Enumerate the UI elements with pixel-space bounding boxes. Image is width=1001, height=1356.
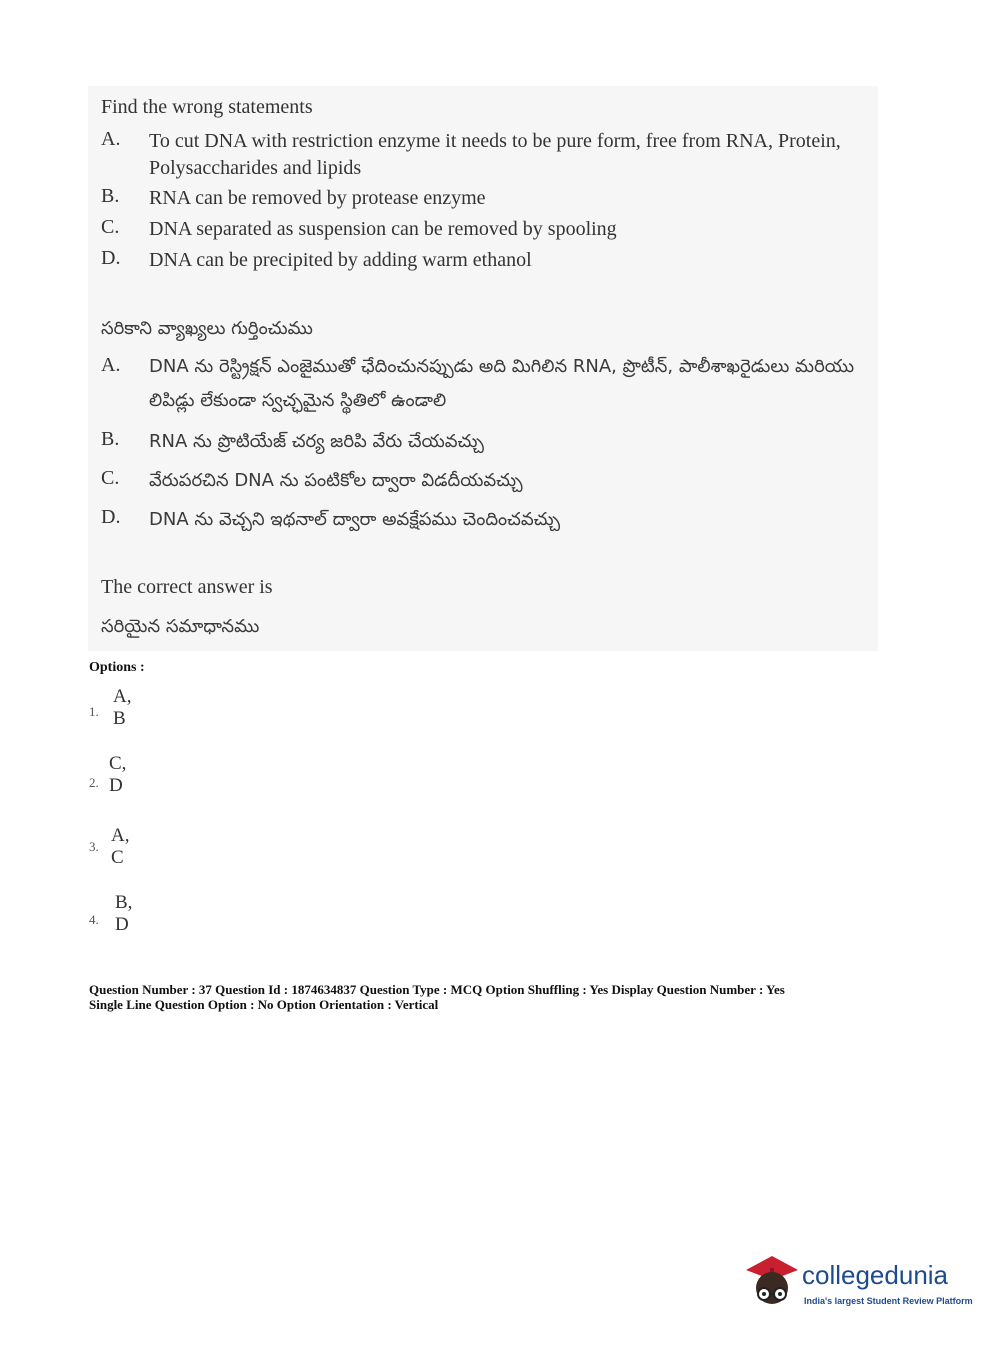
statement-text: DNA ను వెచ్చని ఇథనాల్ ద్వారా అవక్షేపము చెందించవచ్చు <box>149 509 561 530</box>
option-number: 2. <box>89 775 99 790</box>
statement-letter: D. <box>101 247 121 269</box>
answer-prompt-te: సరియైన సమాధానము <box>101 616 260 637</box>
statement-text: RNA can be removed by protease enzyme <box>149 187 486 209</box>
option-value: B, D <box>115 892 133 935</box>
statement-text: వేరుపరచిన DNA ను పంటికోల ద్వారా విడదీయవచ్చు <box>149 470 523 491</box>
answer-prompt-en: The correct answer is <box>101 576 273 598</box>
logo-tagline: India's largest Student Review Platform <box>804 1296 973 1306</box>
statement-letter: B. <box>101 428 120 450</box>
statement-text: DNA separated as suspension can be removed by spooling <box>149 218 617 240</box>
question-title-te: సరికాని వ్యాఖ్యలు గుర్తించుము <box>101 318 313 339</box>
option-number: 3. <box>89 839 99 854</box>
options-label: Options : <box>89 660 145 675</box>
question-metadata <box>89 982 969 1012</box>
statement-letter: A. <box>101 354 121 376</box>
logo-name: collegedunia <box>802 1260 949 1290</box>
option-value: C, D <box>109 753 127 796</box>
collegedunia-logo[interactable] <box>742 1250 972 1312</box>
statement-letter: A. <box>101 128 121 150</box>
option-value: A, B <box>113 686 132 729</box>
statement-text: DNA ను రెస్ట్రిక్షన్ ఎంజైముతో ఛేదించునప్పుడు అది మిగిలిన RNA, ప్రొటీన్, పాలీశాఖరైడులు మరియు లిపిడ్లు లేకుండా స్వచ్ఛమైన స్థితిలో ఉండాలి <box>149 356 855 411</box>
statement-letter: C. <box>101 467 120 489</box>
statement-letter: C. <box>101 216 120 238</box>
question-title-en: Find the wrong statements <box>101 96 313 118</box>
statement-letter: B. <box>101 185 120 207</box>
statement-letter: D. <box>101 506 121 528</box>
statement-text: RNA ను ప్రొటియేజ్ చర్య జరిపి వేరు చేయవచ్చు <box>149 431 484 452</box>
option-number: 1. <box>89 704 99 719</box>
statement-text: To cut DNA with restriction enzyme it needs to be pure form, free from RNA, Protein, Polysaccharides and lipids <box>149 130 841 179</box>
metadata-line-1: Question Number : 37 Question Id : 1874634837 Question Type : MCQ Option Shuffling : Yes Display Question Number : Yes <box>89 982 785 997</box>
option-value: A, C <box>111 825 130 868</box>
option-number: 4. <box>89 912 99 927</box>
metadata-line-2: Single Line Question Option : No Option Orientation : Vertical <box>89 997 439 1012</box>
mascot-icon <box>742 1250 802 1312</box>
statement-text: DNA can be precipited by adding warm ethanol <box>149 249 532 271</box>
